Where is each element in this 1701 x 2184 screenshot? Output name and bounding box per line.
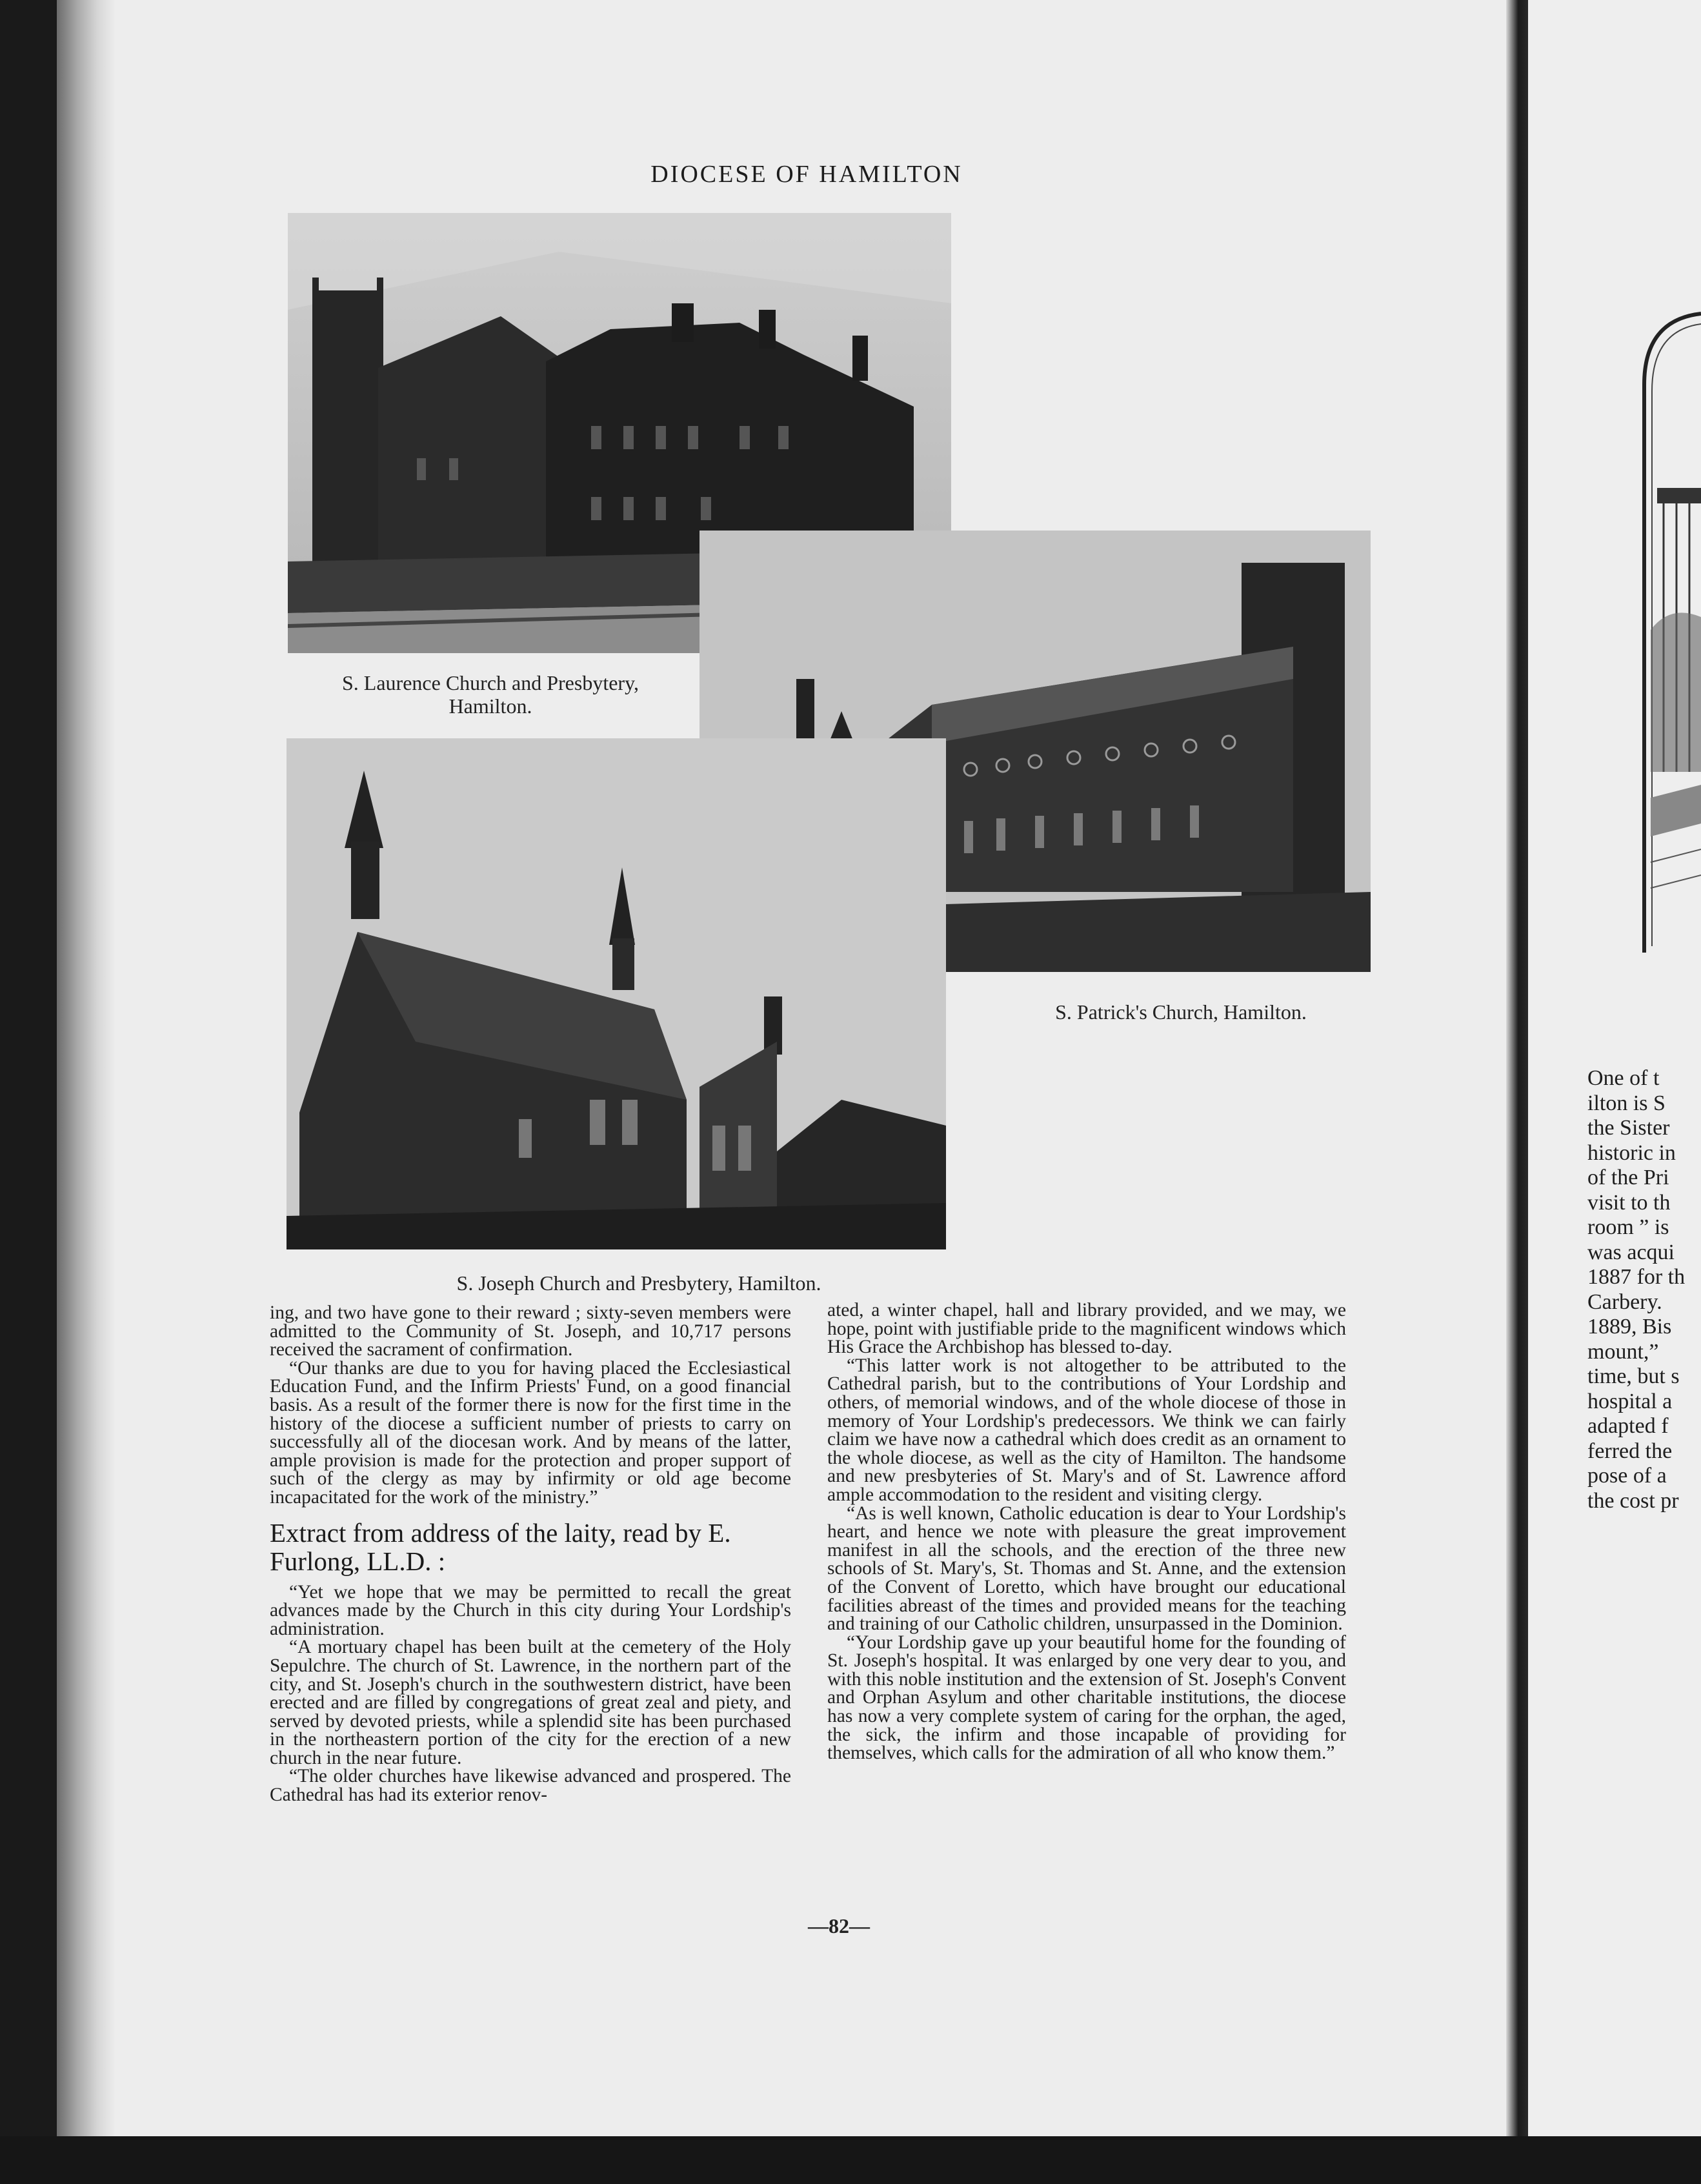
next-page-line: historic in	[1587, 1140, 1676, 1165]
next-page-line: 1889, Bis	[1587, 1315, 1672, 1339]
next-page-line: adapted f	[1587, 1414, 1669, 1438]
laurence-caption-line1: S. Laurence Church and Presbytery,	[342, 671, 639, 694]
next-page-line: ilton is S	[1587, 1091, 1666, 1115]
patrick-caption: S. Patrick's Church, Hamilton.	[1055, 1000, 1307, 1024]
joseph-church-photo	[287, 738, 946, 1249]
paragraph: ated, a winter chapel, hall and library provided, and we may, we hope, point with justifiable pride to the magnificent windows which His Grace the Archbishop has blessed to-day.	[827, 1300, 1346, 1358]
next-page-line: room ” is	[1587, 1215, 1669, 1239]
next-page-line: of the Pri	[1587, 1166, 1669, 1189]
next-page-line: pose of a	[1587, 1464, 1667, 1488]
next-page-line: mount,”	[1587, 1339, 1659, 1364]
paragraph: ing, and two have gone to their reward ; sixty-seven members were admitted to the Community of St. Joseph, and 10,717 persons received the sacrament of confirmation.	[270, 1302, 791, 1360]
section-heading: Extract from address of the laity, read by E. Furlong, LL.D. :	[270, 1517, 731, 1576]
paragraph: “As is well known, Catholic education is dear to Your Lordship's heart, and hence we note with pleasure the great improvement manifest in all the schools, and the erection of the three new schools of St. Mary's, St. Thomas and St. Anne, and the extension of the Convent of Loretto, which have brought our educational facilities abreast of the times and provided means for the teaching and training of our Catholic children, unsurpassed in the Dominion.	[827, 1502, 1346, 1635]
next-page-line: hospital a	[1587, 1389, 1673, 1413]
paragraph: “The older churches have likewise advanced and prospered. The Cathedral has had its exterior renov-	[270, 1766, 791, 1806]
laurence-caption-line2: Hamilton.	[448, 694, 532, 718]
book-gutter	[1506, 0, 1528, 2136]
next-page-line: One of t	[1587, 1066, 1660, 1090]
paragraph: “Yet we hope that we may be permitted to recall the great advances made by the Church in this city during Your Lordship's administration.	[270, 1581, 791, 1639]
running-head: DIOCESE OF HAMILTON	[650, 161, 963, 188]
paragraph: “Your Lordship gave up your beautiful home for the founding of St. Joseph's hospital. It was enlarged by one very dear to you, and with this noble institution and the extension of St. Joseph's Convent and Orphan Asylum and other charitable institutions, the diocese has now a very complete system of caring for the orphan, the aged, the sick, the infirm and those incapable of providing for themselves, which calls for the admiration of all who know them.”	[827, 1632, 1346, 1764]
paragraph: “This latter work is not altogether to be attributed to the Cathedral parish, but to the contributions of Your Lordship and others, of memorial windows, and of the whole diocese of those in memory of Your Lordship's predecessors. We think we can fairly claim we have now a cathedral which does credit as an ornament to the whole diocese, as well as the city of Hamilton. The handsome and new presbyteries of St. Mary's and of St. Lawrence afford ample accommodation to the resident and visiting clergy.	[827, 1355, 1346, 1505]
laurence-caption	[297, 671, 684, 718]
joseph-caption: S. Joseph Church and Presbytery, Hamilton.	[456, 1271, 821, 1295]
next-page-line: Carbery.	[1587, 1289, 1662, 1314]
right-text-column	[827, 1301, 1346, 1763]
next-page-line: the cost pr	[1587, 1488, 1679, 1513]
next-page-line: ferred the	[1587, 1439, 1673, 1463]
page-number: —82—	[808, 1914, 870, 1937]
next-page-line: visit to th	[1587, 1190, 1671, 1215]
paragraph: “A mortuary chapel has been built at the cemetery of the Holy Sepulchre. The church of St. Lawrence, in the northern part of the city, and St. Joseph's church in the southwestern district, have been erected and are filled by congregations of great zeal and piety, and served by devoted priests, while a splendid site has been purchased in the northeastern portion of the city for the erection of a new church in the near future.	[270, 1637, 791, 1768]
scan-border	[0, 2136, 1701, 2184]
next-page-line: time, but s	[1587, 1364, 1680, 1388]
next-page-text	[1587, 1066, 1701, 1513]
left-text-column	[270, 1304, 791, 1805]
next-page-line: the Sister	[1587, 1116, 1670, 1140]
next-page-line: 1887 for th	[1587, 1265, 1686, 1289]
next-page-illustration	[1638, 307, 1701, 966]
page-edge-shadow	[57, 0, 115, 2136]
next-page-line: was acqui	[1587, 1240, 1675, 1264]
paragraph: “Our thanks are due to you for having placed the Ecclesiastical Education Fund, and the Infirm Priests' Fund, on a good financial basis. As a result of the former there is now for the first time in the history of the diocese a sufficient number of priests to carry on successfully all of the diocesan work. And by means of the latter, ample provision is made for the protection and proper support of such of the clergy as may by infirmity or old age become incapacitated for the work of the ministry.”	[270, 1357, 791, 1508]
